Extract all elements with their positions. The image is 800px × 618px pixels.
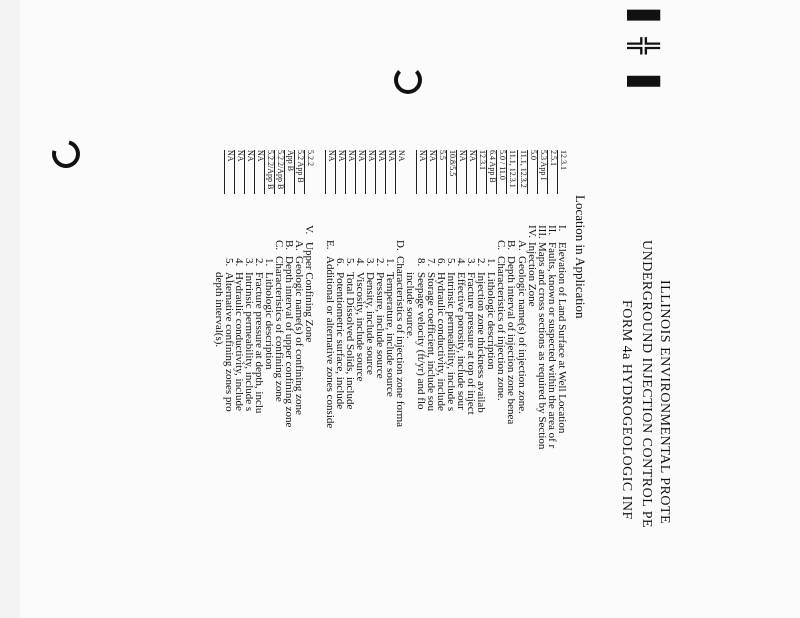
item-number: 7. (424, 258, 437, 267)
item-text: Characteristics of injection zone forma (394, 256, 407, 428)
location-ref: 10.8/5.5 (446, 150, 457, 194)
item-number: 2. (253, 258, 265, 267)
item-text: Lithologic description (263, 272, 276, 370)
location-ref (224, 150, 225, 194)
location-ref: NA (365, 150, 376, 194)
location-ref: NA (254, 150, 265, 194)
item-number: C. (495, 240, 508, 251)
item-text: Injection Zone (525, 242, 538, 307)
item-number: 6. (333, 258, 346, 267)
item-text: Total Dissolved Solids, include (343, 272, 356, 410)
item-number: B. (505, 240, 518, 251)
item-text: Viscosity, include source (354, 272, 366, 382)
location-ref: 2.5.1 (547, 150, 558, 194)
item-number: 4. (232, 258, 245, 267)
location-ref: 12.3.1 (476, 150, 487, 194)
item-text: Alternative confining zones pro (222, 272, 235, 412)
item-text: Density, include source (364, 272, 377, 375)
rotated-form (20, 0, 800, 618)
location-ref: NA (395, 150, 406, 194)
item-text: include source. (404, 272, 417, 339)
item-number: 4. (354, 258, 366, 267)
location-ref: 5.5 (436, 150, 447, 194)
item-text: Geologic name(s) of injection zone. (515, 256, 528, 414)
item-number: 2. (475, 258, 488, 267)
item-text: Faults, known or suspected within the area of r (545, 242, 558, 449)
location-ref: 5.2.2 (305, 150, 316, 194)
item-text: Temperature, include source (384, 272, 397, 397)
item-text: Injection zone thickness availab (475, 272, 488, 413)
item-number: 5. (444, 258, 457, 267)
item-text: Intrinsic permeability, include s (444, 272, 457, 412)
location-ref: NA (335, 150, 346, 194)
location-ref: App B (284, 150, 295, 194)
item-text: Characteristics of injection zone. (495, 256, 508, 401)
item-text: Hydraulic conductivity, include (434, 272, 447, 411)
item-text: Elevation of Land Surface at Well Location (556, 242, 568, 434)
item-number: II. (545, 225, 558, 236)
location-ref: NA (244, 150, 255, 194)
item-number: 5. (343, 258, 356, 267)
location-ref: 5.2 App B (294, 150, 305, 194)
item-number: 1. (384, 258, 397, 267)
item-number: C. (273, 240, 286, 251)
location-ref: NA (345, 150, 356, 194)
item-number: 1. (263, 258, 276, 267)
item-text: Hydraulic conductivity, include (232, 272, 245, 411)
item-text: Lithologic description (485, 272, 498, 370)
location-ref (325, 150, 326, 194)
location-ref: 11.1, 12.3.2 (517, 150, 528, 194)
item-text: Storage coefficient, include sou (424, 272, 437, 412)
scanned-page (20, 0, 800, 618)
header-line-2: UNDERGROUND INJECTION CONTROL PE (639, 240, 654, 529)
item-number: 3. (242, 258, 255, 267)
location-ref: NA (456, 150, 467, 194)
item-number: A. (515, 240, 528, 251)
header-line-3: FORM 4a HYDROGEOLOGIC INF (619, 300, 634, 520)
item-text: Maps and cross sections as required by Section (535, 242, 548, 450)
item-text: depth interval(s). (212, 272, 225, 348)
item-number: 5. (222, 258, 235, 267)
item-number: E. (323, 240, 336, 250)
location-ref: 6.4 App B (486, 150, 497, 194)
item-number: 4. (455, 258, 467, 267)
item-number: 8. (414, 258, 427, 267)
location-ref: NA (325, 150, 336, 194)
item-number: 6. (434, 258, 447, 267)
item-text: Fracture pressure at top of inject (465, 272, 478, 415)
item-text: Upper Confining Zone (303, 242, 316, 343)
item-text: Seepage velocity (ft/yr) and flo (414, 272, 427, 410)
location-ref: 5.3 App I (537, 150, 548, 194)
location-ref: 5.0 / 11.0 (496, 150, 507, 194)
item-number: IV. (525, 225, 538, 238)
location-ref: NA (426, 150, 437, 194)
location-ref: 5.2.2/App B (274, 150, 285, 194)
item-text: Intrinsic permeability, include s (242, 272, 255, 412)
item-text: Additional or alternative zones conside (323, 256, 336, 429)
item-text: Fracture pressure at depth, inclu (253, 272, 265, 414)
location-ref: NA (224, 150, 235, 194)
redaction-marks: ▌╬ ▌ (627, 10, 660, 104)
item-text: Effective porosity, include sour (455, 272, 467, 410)
header-line-1: ILLINOIS ENVIRONMENTAL PROTE (657, 280, 672, 525)
location-ref: NA (355, 150, 366, 194)
item-text: Depth interval of upper confining zone (283, 256, 296, 428)
item-number: III. (535, 225, 548, 239)
item-number: B. (283, 240, 296, 251)
item-text: Pressure, include source (374, 272, 387, 379)
item-text: Characteristics of confining zone (273, 256, 286, 402)
item-number: 3. (364, 258, 377, 267)
location-ref: 5.0 (527, 150, 538, 194)
item-number: V. (303, 225, 316, 235)
item-number: 1. (485, 258, 498, 267)
item-number: A. (293, 240, 306, 251)
item-text: Geologic name(s) of confining zone (293, 256, 306, 415)
item-number: D. (394, 240, 407, 251)
location-ref: NA (375, 150, 386, 194)
location-ref: 5.2.2/App B (264, 150, 275, 194)
location-ref: NA (234, 150, 245, 194)
location-ref: NA (466, 150, 477, 194)
item-number: I. (556, 225, 568, 232)
location-ref: NA (385, 150, 396, 194)
location-ref: 12.3.1 (557, 150, 568, 194)
location-ref: NA (416, 150, 427, 194)
item-text: Potentiometric surface, include (333, 272, 346, 410)
item-number: 3. (465, 258, 478, 267)
item-number: 2. (374, 258, 387, 267)
location-heading: Location in Application (573, 195, 588, 319)
item-text: Depth interval of injection zone benea (505, 256, 518, 425)
location-ref: 11.1, 12.3.1 (507, 150, 518, 194)
location-ref (416, 150, 417, 194)
